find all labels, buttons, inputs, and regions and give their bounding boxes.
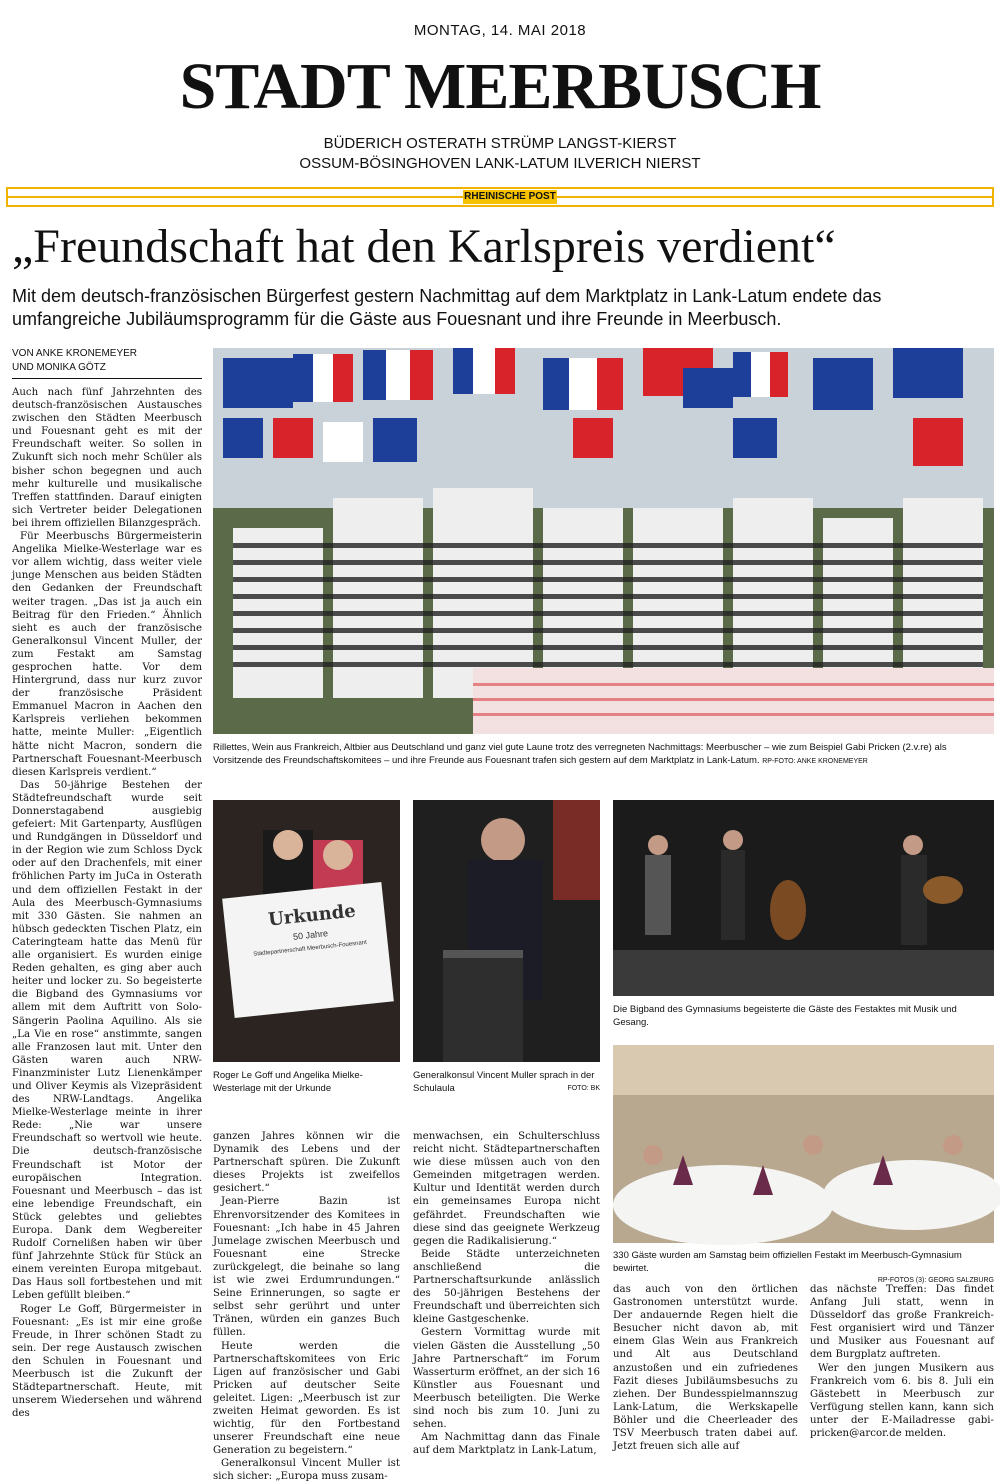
festival-illustration — [213, 348, 994, 734]
consul-illustration — [413, 800, 600, 1062]
article-column-4 — [613, 1283, 798, 1466]
people-group — [233, 488, 983, 698]
consul-caption — [413, 1070, 600, 1095]
bigband-photo — [613, 800, 994, 996]
article-column-3 — [413, 1130, 600, 1466]
paragraph: ganzen Jahres können wir die Dynamik des Lebens und der Partnerschaft spüren. Die Zukunft dieses Projekts ist zweifellos gesichert.“ — [213, 1131, 400, 1195]
district-line-2: OSSUM-BÖSINGHOVEN LANK-LATUM ILVERICH NIERST — [299, 155, 701, 172]
main-photo-caption — [213, 742, 994, 768]
article-column-1 — [12, 386, 202, 1466]
consul-photo-credit: FOTO: BK — [567, 1084, 600, 1092]
paragraph: Das 50-jährige Bestehen der Städtefreundschaft wurde seit Donnerstagabend ausgiebig gefeiert: Mit Gartenparty, Ausflügen und Rundgängen in Düsseldorf und in der Region wie zum Schloss Dyck oder auf den Drachenfels, mit einer fröhlichen Party im JuCa in Osterath und dem offiziellen Festakt in der Aula des Meerbusch-Gymnasiums mit 330 Gästen. Sie nahmen an hübsch gedeckten Tischen Platz, ein Cateringteam hatte das Menü für alle organisiert. Es wurden einige Reden gehalten, es ging aber auch heiter und locker zu. So begeisterte die Bigband des Gymnasiums vor allem mit dem Auftritt von Solo-Sängerin Paolina Aquilino. Als sie „La Vie en rose“ anstimmte, sangen alle Franzosen laut mit. Unter den Gästen waren auch NRW-Finanzminister Lutz Lienenkämper und Oliver Keymis als Vizepräsident des NRW-Landtags. Angelika Mielke-Westerlage meinte in ihrer Rede: „Nie war unsere Freundschaft so wertvoll wie heute. Die deutsch-französische Freundschaft ist Motor der europäischen Integration. Fouesnant und Meerbusch – das ist eine lebendige Freundschaft, ein Stück gelebtes und geliebtes Europa. Dank dem Wegbereiter Rudolf Cornelißen haben wir über fünf Jahrzehnte Stück für Stück an einem vereinten Europa mitgebaut. Das Haus soll fortbestehen und mit Leben gefüllt bleiben.“ — [12, 779, 202, 1302]
masthead-title: STADT MEERBUSCH — [179, 50, 821, 123]
paper-name: RHEINISCHE POST — [464, 191, 556, 202]
urkunde-title: Urkunde — [267, 900, 357, 931]
paragraph: das auch von den örtlichen Gastronomen unterstützt wurde. Der andauernde Regen hielt die Besucher nicht davon ab, mit einem Glas Wein aus Frankreich und Alt aus Deutschland anzustoßen und ein zufriedenes Fazit dieses Jubiläumsbesuchs zu ziehen. Der Bundesspielmannszug Lank-Latum, die Werkskapelle Böhler und die Cheerleader des TSV Meerbusch traten dabei auf. Jetzt freuen sich alle auf — [613, 1284, 798, 1453]
consul-caption-text: Generalkonsul Vincent Muller sprach in der Schulaula — [413, 1070, 595, 1094]
consul-photo — [413, 800, 600, 1062]
paragraph: das nächste Treffen: Das findet Anfang Juli statt, wenn in Düsseldorf das große Frankreich-Fest organisiert wird und Tänzer und Musiker aus Fouesnant auf dem Burgplatz auftreten. — [810, 1284, 994, 1361]
paragraph: Beide Städte unterzeichneten anschließend die Partnerschaftsurkunde anlässlich des 50-jährigen Bestehens der Freundschaft und überreichten sich kleine Gastgeschenke. — [413, 1248, 600, 1326]
guests-photo-credit: RP-FOTOS (3): GEORG SALZBURG — [877, 1277, 994, 1284]
paragraph: Gestern Vormittag wurde mit vielen Gästen die Ausstellung „50 Jahre Partnerschaft“ im Forum Wasserturm eröffnet, an der sich 16 Künstler aus Fouesnant und Meerbusch beteiligten. Die Werke sind noch bis zum 10. Juni zu sehen. — [413, 1327, 600, 1431]
urkunde-subtitle-2: Städtepartnerschaft Meerbusch-Fouesnant — [253, 939, 368, 958]
paragraph: Jean-Pierre Bazin ist Ehrenvorsitzender des Komitees in Fouesnant: „Ich habe in 45 Jahren Jumelage zwischen Meerbusch und Fouesnant eine Strecke zurückgelegt, die beinahe so lang ist wie zwei Erdumrundungen.“ Seine Erinnerungen, so sagte er selbst sehr gerührt und unter Tränen, würden ein ganzes Buch füllen. — [213, 1196, 400, 1339]
urkunde-caption: Roger Le Goff und Angelika Mielke-Westerlage mit der Urkunde — [213, 1070, 363, 1094]
guests-photo — [613, 1045, 994, 1243]
article-column-2 — [213, 1130, 400, 1483]
paragraph: Wer den jungen Musikern aus Frankreich vom 6. bis 8. Juli ein Gästebett in Meerbusch zur Verfügung stellen kann, kann sich unter der E-Mailadresse gabi-pricken@arcor.de melden. — [810, 1362, 994, 1440]
main-photo-credit: RP-FOTO: ANKE KRONEMEYER — [762, 757, 868, 765]
district-list — [0, 134, 1000, 174]
guests-caption-text: 330 Gäste wurden am Samstag beim offiziellen Festakt im Meerbusch-Gymnasium bewirtet. — [613, 1250, 962, 1274]
paragraph: Heute werden die Partnerschaftskomitees von Eric Ligen auf französischer und Gabi Pricken auf deutscher Seite geleitet. Ligen: „Meerbusch ist zur zweiten Heimat geworden. Es ist wichtig, für den Fortbestand unserer Freundschaft eine neue Generation zu begeistern.“ — [213, 1340, 400, 1457]
byline-line-1: VON ANKE KRONEMEYER — [12, 348, 138, 359]
main-caption-text: Rillettes, Wein aus Frankreich, Altbier aus Deutschland und ganz viel gute Laune trotz des verregneten Nachmittags: Meerbuscher – wie zum Beispiel Gabi Pricken (2.v.re) als Vorsitzende des Freundschaftskomitees – und ihre Freunde aus Fouesnant trafen sich gestern auf dem Marktplatz in Lank-Latum. — [213, 742, 947, 766]
main-photo-bigfest — [213, 348, 994, 734]
bigband-illustration — [613, 800, 994, 996]
paragraph: Für Meerbuschs Bürgermeisterin Angelika Mielke-Westerlage war es vor allem wichtig, dass weiter viele junge Menschen aus beiden Städten den Gedanken der Freundschaft weiter tragen. „Das ist ja auch ein Beitrag für den Frieden.“ Ähnlich sieht es auch der französische Generalkonsul Vincent Muller, der zum Festakt am Samstag gesprochen hatte. Vor dem Hintergrund, dass nur kurz zuvor der französische Präsident Emmanuel Macron in Aachen den Karlspreis verliehen bekommen hatte, meinte Muller: „Eigentlich hätte nicht Macron, sondern die Partnerschaft Fouesnant-Meerbusch diesen Karlspreis verdient.“ — [12, 531, 202, 778]
issue-date: MONTAG, 14. MAI 2018 — [413, 22, 587, 39]
bigband-caption: Die Bigband des Gymnasiums begeisterte die Gäste des Festaktes mit Musik und Gesang. — [613, 1004, 957, 1028]
article-column-5 — [810, 1283, 994, 1466]
byline — [12, 347, 202, 375]
article-headline: „Freundschaft hat den Karlspreis verdient“ — [12, 220, 836, 273]
article-teaser: Mit dem deutsch-französischen Bürgerfest gestern Nachmittag auf dem Marktplatz in Lank-Latum endete das umfangreiche Jubiläumsprogramm für die Gäste aus Fouesnant und ihre Freunde in Meerbusch. — [12, 286, 882, 329]
paragraph: Generalkonsul Vincent Muller ist sich sicher: „Europa muss zusam- — [213, 1458, 400, 1483]
paragraph: Am Nachmittag dann das Finale auf dem Marktplatz in Lank-Latum, — [413, 1432, 600, 1457]
district-line-1: BÜDERICH OSTERATH STRÜMP LANGST-KIERST — [323, 135, 677, 152]
urkunde-subtitle: 50 Jahre — [292, 928, 329, 942]
guests-caption — [613, 1250, 994, 1288]
byline-line-2: UND MONIKA GÖTZ — [12, 362, 106, 373]
paragraph: menwachsen, ein Schulterschluss reicht nicht. Städtepartnerschaften wie diese müssen auch von den Gemeinden mitgetragen werden. Kultur und Identität werden durch ein gemeinsames Europa nicht gefährdet. Freundschaften wie diese sind das geeignete Werkzeug gegen die Radikalisierung.“ — [413, 1131, 600, 1247]
paragraph: Auch nach fünf Jahrzehnten des deutsch-französischen Austausches zwischen den Städten Meerbusch und Fouesnant geht es mit der Freundschaft weiter. So sollen in Zukunft sich noch mehr Schüler als bisher schon begegnen und auch mehr kulturelle und musikalische Treffen stattfinden. Darauf einigten sich Vertreter beider Delegationen bei ihrem offiziellen Bilanzgespräch. — [12, 387, 202, 529]
paragraph: Roger Le Goff, Bürgermeister in Fouesnant: „Es ist mir eine große Freude, in Ihrer schönen Stadt zu sein. Der rege Austausch zwischen den Schulen in Fouesnant und Meerbusch ist die Zukunft der Städtepartnerschaft. Heute, mit unserem Wiedersehen und während des — [12, 1303, 202, 1420]
urkunde-photo — [213, 800, 400, 1062]
byline-divider — [12, 378, 202, 379]
guests-illustration — [613, 1045, 994, 1243]
paper-banner — [6, 187, 994, 207]
